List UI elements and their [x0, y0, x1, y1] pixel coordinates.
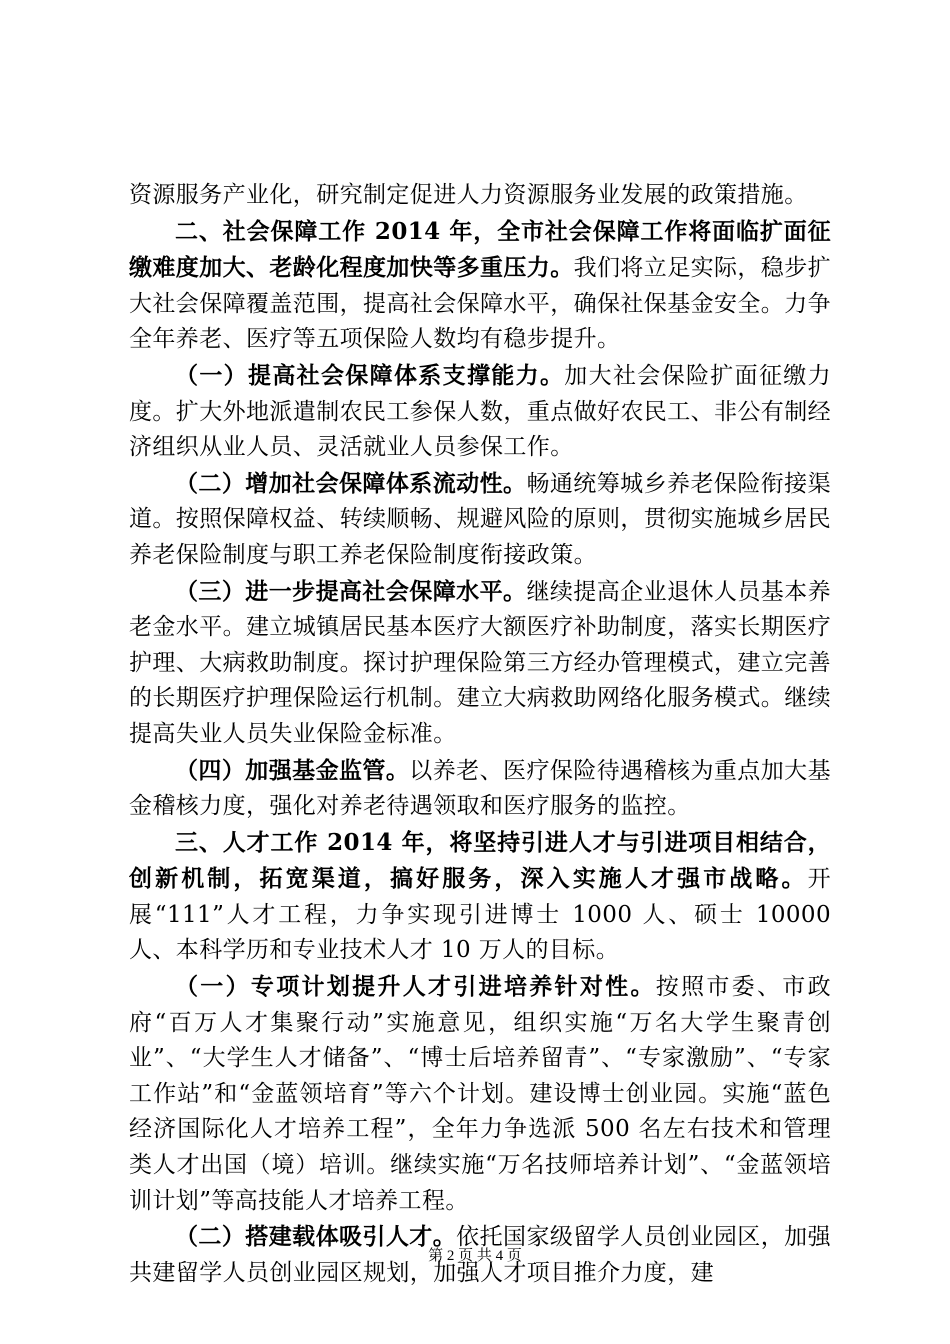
subsection-heading: （四）加强基金监管。 [175, 756, 410, 784]
page-footer [0, 1246, 950, 1266]
paragraph-liquidity [129, 466, 831, 574]
paragraph-body: 以养老、医疗保险待遇稽核为重点加大基金稽核力度，强化对养老待遇领取和医疗服务的监控。 [129, 757, 831, 820]
paragraph-talent-section [129, 825, 831, 969]
paragraph-continuation [129, 178, 831, 214]
paragraph-support-capacity [129, 358, 831, 466]
subsection-heading: （一）提高社会保障体系支撑能力。 [175, 361, 565, 389]
paragraph-body: 开展“111”人才工程，力争实现引进博士 1000 人、硕士 10000 人、本科学历和专业技术人才 10 万人的目标。 [129, 866, 831, 964]
paragraph-body: 继续提高企业退休人员基本养老金水平。建立城镇居民基本医疗大额医疗补助制度，落实长期医疗护理、大病救助制度。探讨护理保险第三方经办管理模式，建立完善的长期医疗护理保险运行机制。建立大病救助网络化服务模式。继续提高失业人员失业保险金标准。 [129, 578, 832, 747]
section-heading: 二、社会保障工作 2014 年，全市社会保障工作将面临扩面征缴难度加大、老龄化程度加快等多重压力。 [129, 217, 831, 282]
paragraph-special-plans [129, 969, 831, 1219]
paragraph-social-security-section [129, 214, 831, 358]
page-number-label: 第 2 页 共 4 页 [428, 1248, 522, 1264]
paragraph-security-level [129, 574, 831, 753]
section-heading: 三、人才工作 2014 年，将坚持引进人才与引进项目相结合，创新机制，拓宽渠道，搞好服务，深入实施人才强市战略。 [129, 828, 831, 893]
paragraph-body: 资源服务产业化，研究制定促进人力资源服务业发展的政策措施。 [129, 182, 808, 208]
paragraph-body: 依托国家级留学人员创业园区，加强共建留学人员创业园区规划，加强人才项目推介力度，建 [129, 1224, 831, 1286]
paragraph-body: 加大社会保险扩面征缴力度。扩大外地派遣制农民工参保人数，重点做好农民工、非公有制经济组织从业人员、灵活就业人员参保工作。 [129, 362, 831, 461]
subsection-heading: （二）搭建载体吸引人才。 [175, 1223, 457, 1251]
subsection-heading: （三）进一步提高社会保障水平。 [175, 577, 527, 605]
document-body [129, 178, 831, 1291]
paragraph-body: 畅通统筹城乡养老保险衔接渠道。按照保障权益、转续顺畅、规避风险的原则，贯彻实施城乡居民养老保险制度与职工养老保险制度衔接政策。 [129, 470, 832, 568]
paragraph-fund-supervision [129, 753, 831, 825]
paragraph-body: 我们将立足实际，稳步扩大社会保障覆盖范围，提高社会保障水平，确保社保基金安全。力争全年养老、医疗等五项保险人数均有稳步提升。 [129, 255, 832, 353]
paragraph-body: 按照市委、市政府“百万人才集聚行动”实施意见，组织实施“万名大学生聚青创业”、“大学生人才储备”、“博士后培养留青”、“专家激励”、“专家工作站”和“金蓝领培育”等六个计划。建设博士创业园。实施“蓝色经济国际化人才培养工程”，全年力争选派 500 名左右技术和管理类人才出国（境）培训。继续实施“万名技师培养计划”、“金蓝领培训计划”等高技能人才培养工程。 [129, 974, 831, 1214]
subsection-heading: （二）增加社会保障体系流动性。 [175, 469, 527, 497]
subsection-heading: （一）专项计划提升人才引进培养针对性。 [175, 973, 656, 1001]
